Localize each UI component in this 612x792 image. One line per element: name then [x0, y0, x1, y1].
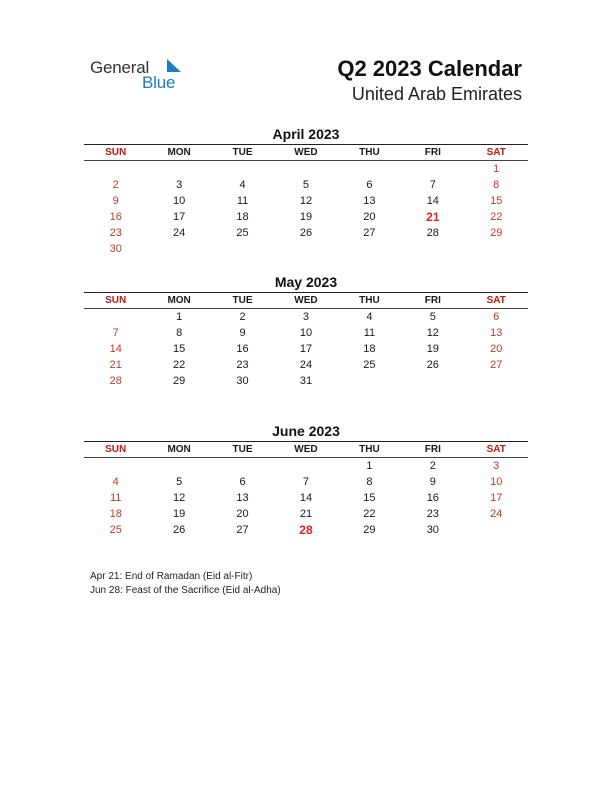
- day-cell: 30: [109, 243, 122, 255]
- holiday-note: Apr 21: End of Ramadan (Eid al-Fitr): [90, 571, 253, 582]
- generalblue-logo: [90, 58, 200, 94]
- day-cell: 16: [236, 343, 249, 355]
- day-cell: 26: [299, 227, 313, 239]
- empty-day-cell: [401, 373, 464, 389]
- day-cell: 21: [109, 359, 122, 371]
- weekday-header-row: [84, 145, 528, 160]
- empty-day-cell: [401, 161, 464, 177]
- week-row: [84, 458, 528, 474]
- weekday-label: THU: [359, 295, 380, 306]
- day-cell: 25: [236, 227, 249, 239]
- day-cell: 29: [173, 375, 186, 387]
- week-row: [84, 357, 528, 373]
- day-cell: 10: [490, 476, 503, 488]
- month-title: May 2023: [274, 274, 338, 290]
- day-cell: 22: [490, 211, 503, 223]
- weekday-label: SAT: [486, 147, 506, 158]
- day-cell: 5: [302, 179, 310, 191]
- empty-day-cell: [211, 458, 274, 474]
- week-row: [84, 309, 528, 325]
- day-cell: 8: [366, 476, 373, 488]
- weekday-header-row: [84, 442, 528, 457]
- day-cell: 12: [299, 195, 313, 207]
- week-row: [84, 373, 528, 389]
- weekday-label: SAT: [486, 444, 506, 455]
- weekday-label: FRI: [424, 444, 441, 455]
- day-cell: 6: [239, 476, 246, 488]
- day-cell: 4: [112, 476, 119, 488]
- day-cell: 10: [173, 195, 186, 207]
- day-cell: 5: [429, 311, 436, 323]
- month-april: [84, 125, 528, 257]
- day-cell: 22: [173, 359, 186, 371]
- empty-day-cell: [465, 373, 528, 389]
- day-cell: 28: [299, 523, 313, 537]
- month-title: June 2023: [272, 423, 340, 439]
- day-cell: 16: [109, 211, 122, 223]
- empty-day-cell: [147, 241, 210, 257]
- holiday-notes: [90, 570, 281, 598]
- day-cell: 20: [490, 343, 503, 355]
- weekday-label: SUN: [105, 147, 127, 158]
- day-cell: 19: [173, 508, 186, 520]
- day-cell: 20: [236, 508, 249, 520]
- weekday-header-row: [84, 293, 528, 308]
- day-cell: 25: [109, 524, 122, 536]
- day-cell: 7: [429, 179, 436, 191]
- empty-day-cell: [211, 241, 274, 257]
- weekday-label: MON: [167, 444, 191, 455]
- empty-day-cell: [84, 161, 147, 177]
- day-cell: 23: [109, 227, 122, 239]
- day-cell: 15: [363, 492, 376, 504]
- week-row: [84, 506, 528, 522]
- week-row: [84, 193, 528, 209]
- day-cell: 8: [176, 327, 183, 339]
- day-cell: 19: [426, 343, 439, 355]
- weekday-label: SUN: [105, 444, 127, 455]
- day-cell: 12: [173, 492, 186, 504]
- day-cell: 24: [299, 359, 313, 371]
- day-cell: 17: [490, 492, 503, 504]
- day-cell: 29: [490, 227, 503, 239]
- week-row: [84, 474, 528, 490]
- day-cell: 15: [173, 343, 186, 355]
- logo-text-general: General: [90, 58, 150, 77]
- empty-day-cell: [147, 458, 210, 474]
- weekday-label: MON: [167, 295, 191, 306]
- day-cell: 1: [493, 163, 500, 175]
- day-cell: 1: [176, 311, 183, 323]
- day-cell: 15: [490, 195, 503, 207]
- day-cell: 13: [490, 327, 503, 339]
- day-cell: 11: [236, 195, 249, 207]
- day-cell: 21: [299, 508, 313, 520]
- day-cell: 24: [490, 508, 503, 520]
- day-cell: 14: [426, 195, 439, 207]
- day-cell: 6: [366, 179, 373, 191]
- day-cell: 7: [302, 476, 310, 488]
- week-row: [84, 341, 528, 357]
- day-cell: 3: [176, 179, 183, 191]
- day-cell: 21: [426, 210, 440, 224]
- empty-day-cell: [401, 241, 464, 257]
- day-cell: 4: [366, 311, 373, 323]
- day-cell: 4: [239, 179, 246, 191]
- day-cell: 31: [299, 375, 313, 387]
- empty-day-cell: [338, 161, 401, 177]
- day-cell: 9: [112, 195, 119, 207]
- month-may: [84, 273, 528, 389]
- page-title: Q2 2023 Calendar: [337, 56, 522, 81]
- day-cell: 24: [173, 227, 186, 239]
- day-cell: 7: [112, 327, 119, 339]
- empty-day-cell: [465, 241, 528, 257]
- day-cell: 16: [426, 492, 439, 504]
- day-cell: 18: [236, 211, 249, 223]
- week-row: [84, 325, 528, 341]
- day-cell: 18: [109, 508, 122, 520]
- day-cell: 29: [363, 524, 376, 536]
- week-row: [84, 177, 528, 193]
- day-cell: 3: [493, 460, 500, 472]
- day-cell: 3: [302, 311, 310, 323]
- logo-triangle-icon: [167, 59, 181, 72]
- day-cell: 27: [490, 359, 503, 371]
- day-cell: 2: [429, 460, 436, 472]
- weekday-label: THU: [359, 147, 380, 158]
- day-cell: 13: [236, 492, 249, 504]
- empty-day-cell: [211, 161, 274, 177]
- week-row: [84, 209, 528, 225]
- holiday-note: Jun 28: Feast of the Sacrifice (Eid al-Adha): [90, 585, 281, 596]
- day-cell: 13: [363, 195, 376, 207]
- day-cell: 18: [363, 343, 376, 355]
- day-cell: 25: [363, 359, 376, 371]
- day-cell: 2: [112, 179, 119, 191]
- day-cell: 28: [426, 227, 439, 239]
- day-cell: 2: [239, 311, 246, 323]
- day-cell: 10: [299, 327, 313, 339]
- weekday-label: TUE: [232, 295, 253, 306]
- day-cell: 28: [109, 375, 122, 387]
- country-subtitle: United Arab Emirates: [351, 84, 522, 104]
- day-cell: 20: [363, 211, 376, 223]
- empty-day-cell: [84, 458, 147, 474]
- weekday-label: FRI: [424, 295, 441, 306]
- day-cell: 6: [493, 311, 500, 323]
- day-cell: 17: [299, 343, 313, 355]
- day-cell: 22: [363, 508, 376, 520]
- day-cell: 11: [110, 492, 122, 504]
- week-row: [84, 241, 528, 257]
- day-cell: 19: [299, 211, 313, 223]
- weekday-label: TUE: [232, 147, 253, 158]
- day-cell: 5: [176, 476, 183, 488]
- empty-day-cell: [465, 522, 528, 538]
- empty-day-cell: [274, 241, 337, 257]
- day-cell: 12: [426, 327, 439, 339]
- logo-text-blue: Blue: [142, 73, 176, 92]
- week-row: [84, 522, 528, 538]
- month-june: [84, 422, 528, 538]
- weekday-label: SAT: [486, 295, 506, 306]
- day-cell: 30: [236, 375, 249, 387]
- day-cell: 30: [426, 524, 439, 536]
- day-cell: 14: [299, 492, 313, 504]
- day-cell: 26: [173, 524, 186, 536]
- day-cell: 26: [426, 359, 439, 371]
- month-title: April 2023: [272, 126, 340, 142]
- week-row: [84, 490, 528, 506]
- empty-day-cell: [147, 161, 210, 177]
- week-row: [84, 225, 528, 241]
- weekday-label: FRI: [424, 147, 441, 158]
- day-cell: 23: [426, 508, 439, 520]
- day-cell: 9: [429, 476, 436, 488]
- empty-day-cell: [338, 373, 401, 389]
- week-row: [84, 161, 528, 177]
- weekday-label: THU: [359, 444, 380, 455]
- day-cell: 8: [493, 179, 500, 191]
- empty-day-cell: [338, 241, 401, 257]
- day-cell: 27: [363, 227, 376, 239]
- weekday-label: WED: [294, 444, 318, 455]
- weekday-label: TUE: [232, 444, 253, 455]
- day-cell: 14: [109, 343, 122, 355]
- weekday-label: SUN: [105, 295, 127, 306]
- weekday-label: WED: [294, 147, 318, 158]
- day-cell: 17: [173, 211, 186, 223]
- empty-day-cell: [274, 458, 337, 474]
- weekday-label: WED: [294, 295, 318, 306]
- day-cell: 23: [236, 359, 249, 371]
- day-cell: 11: [363, 327, 376, 339]
- day-cell: 1: [366, 460, 373, 472]
- day-cell: 9: [239, 327, 246, 339]
- empty-day-cell: [274, 161, 337, 177]
- day-cell: 27: [236, 524, 249, 536]
- empty-day-cell: [84, 309, 147, 325]
- weekday-label: MON: [167, 147, 191, 158]
